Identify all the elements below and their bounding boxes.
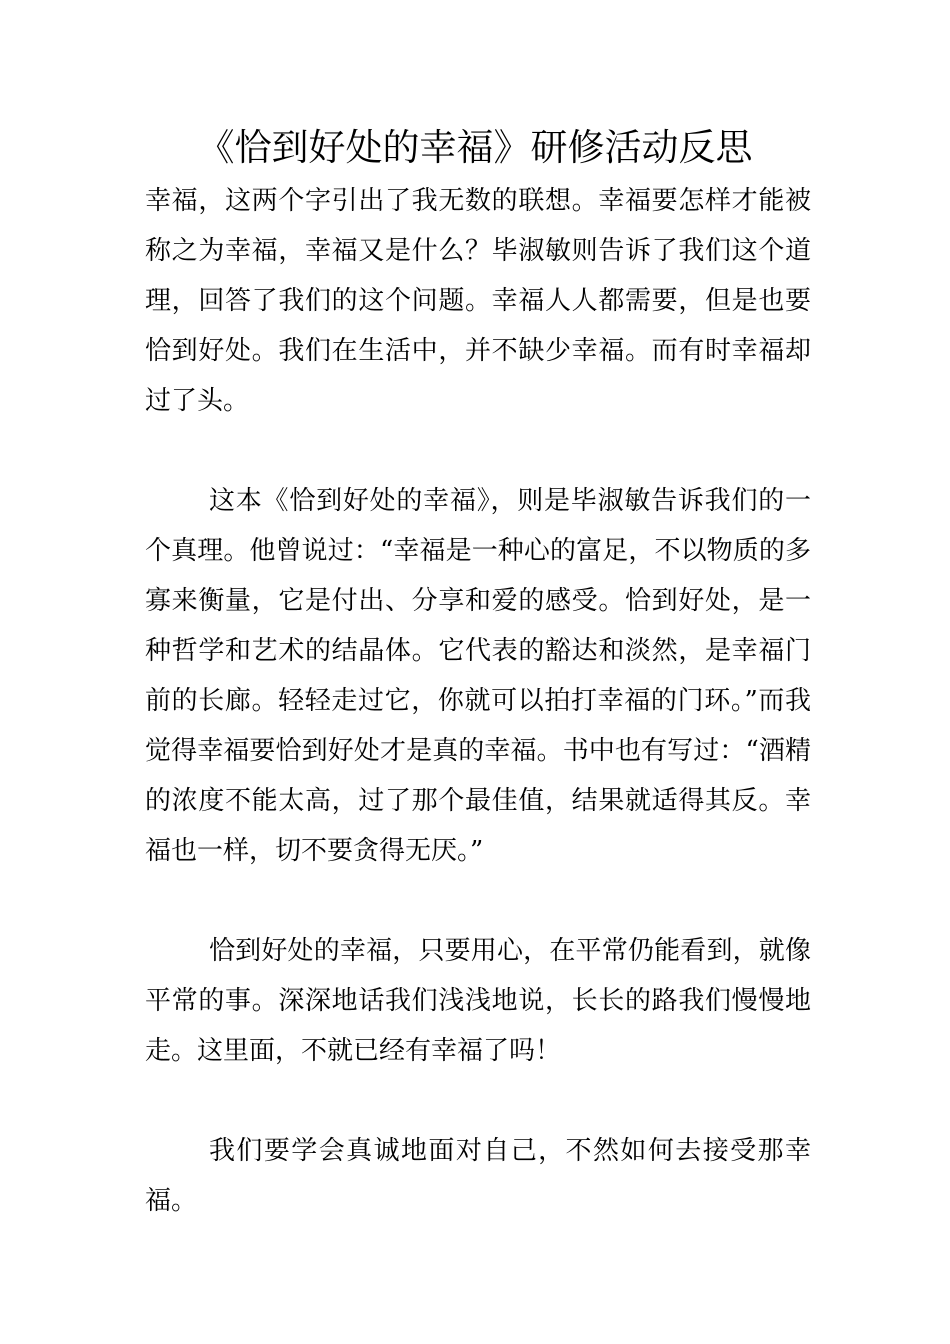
document-title: 《恰到好处的幸福》研修活动反思 <box>197 126 753 169</box>
paragraph-3: 恰到好处的幸福，只要用心，在平常仍能看到，就像平常的事。深深地话我们浅浅地说，长长的路我们慢慢地走。这里面，不就已经有幸福了吗！ <box>145 936 811 1066</box>
paragraph-spacer <box>145 1076 811 1126</box>
paragraph-spacer <box>145 876 811 926</box>
document-body <box>145 176 811 1226</box>
paragraph-2: 这本《恰到好处的幸福》，则是毕淑敏告诉我们的一个真理。他曾说过：“幸福是一种心的富足，不以物质的多寡来衡量，它是付出、分享和爱的感受。恰到好处，是一种哲学和艺术的结晶体。它代表的豁达和淡然，是幸福门前的长廊。轻轻走过它，你就可以拍打幸福的门环。”而我觉得幸福要恰到好处才是真的幸福。书中也有写过：“酒精的浓度不能太高，过了那个最佳值，结果就适得其反。幸福也一样，切不要贪得无厌。” <box>145 486 811 866</box>
paragraph-1: 幸福，这两个字引出了我无数的联想。幸福要怎样才能被称之为幸福，幸福又是什么？毕淑敏则告诉了我们这个道理，回答了我们的这个问题。幸福人人都需要，但是也要恰到好处。我们在生活中，并不缺少幸福。而有时幸福却过了头。 <box>145 186 811 416</box>
paragraph-4: 我们要学会真诚地面对自己，不然如何去接受那幸福。 <box>145 1136 811 1216</box>
paragraph-spacer <box>145 426 811 476</box>
